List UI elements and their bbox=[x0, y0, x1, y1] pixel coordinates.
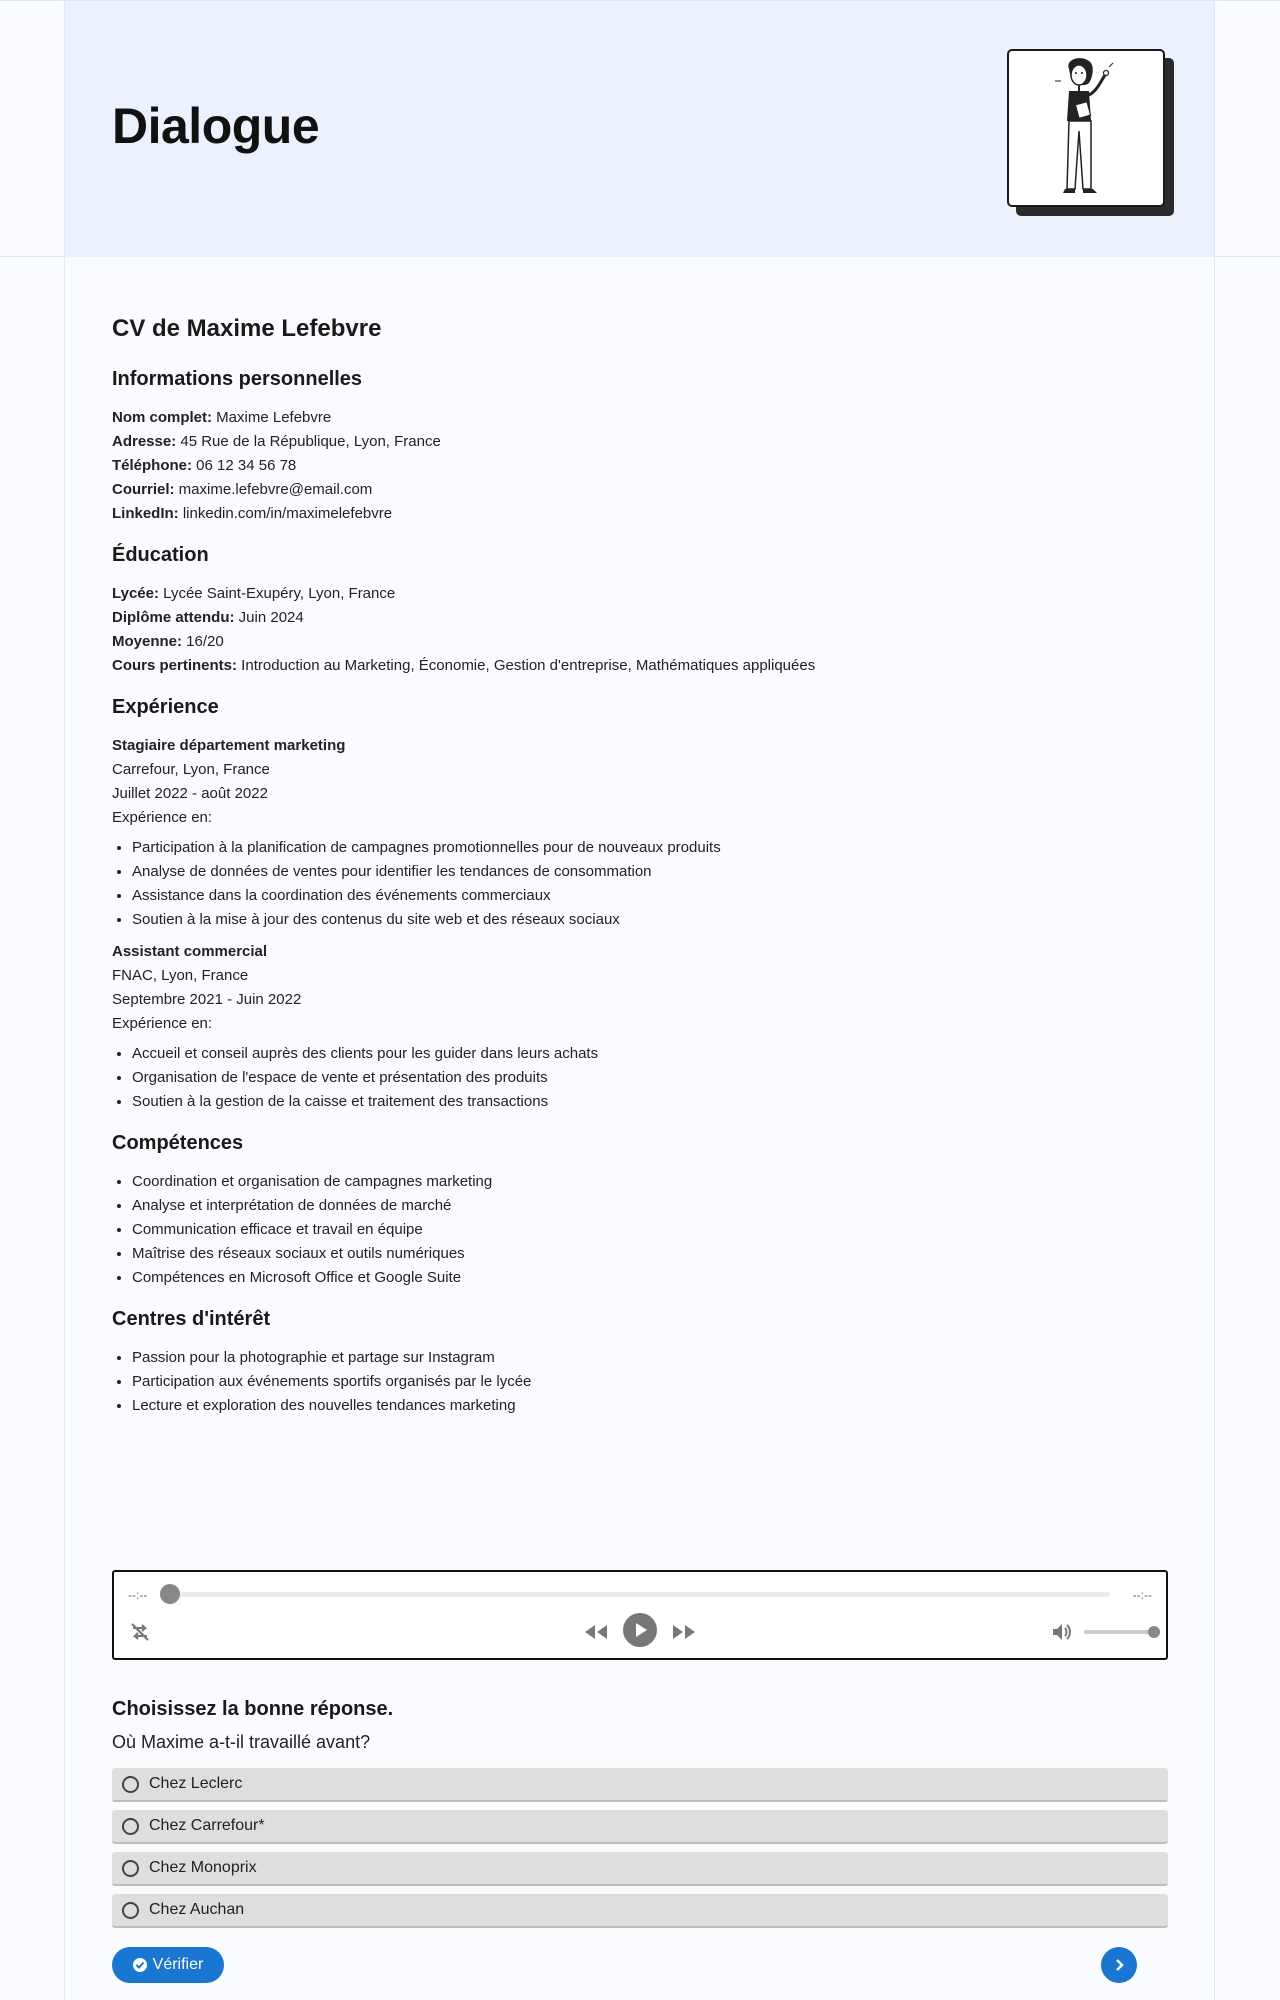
education-section bbox=[112, 542, 1168, 678]
answer-option[interactable] bbox=[112, 1852, 1168, 1886]
interests-section bbox=[112, 1306, 1168, 1418]
info-label: Lycée: bbox=[112, 585, 159, 602]
list-item: • Coordination et organisation de campagnes marketing bbox=[132, 1170, 1168, 1194]
info-value: 45 Rue de la République, Lyon, France bbox=[176, 433, 441, 450]
section-heading: Expérience bbox=[112, 696, 219, 718]
current-time: --:-- bbox=[128, 1588, 148, 1602]
list-item: • Participation aux événements sportifs organisés par le lycée bbox=[132, 1370, 1168, 1394]
job-intro: Expérience en: bbox=[112, 809, 213, 826]
list-item: • Compétences en Microsoft Office et Google Suite bbox=[132, 1266, 1168, 1290]
verify-button[interactable] bbox=[112, 1947, 224, 1983]
info-label: Moyenne: bbox=[112, 633, 183, 650]
card-face bbox=[1007, 49, 1165, 207]
chevron-right-icon bbox=[1111, 1957, 1127, 1973]
check-circle-icon bbox=[133, 1958, 147, 1972]
info-value: Introduction au Marketing, Économie, Gestion d'entreprise, Mathématiques appliquées bbox=[237, 657, 816, 674]
skills-list bbox=[112, 1170, 1168, 1290]
radio-icon[interactable] bbox=[122, 1860, 139, 1877]
info-line bbox=[112, 454, 1168, 478]
info-value: 16/20 bbox=[182, 633, 224, 650]
woman-illustration bbox=[1009, 51, 1163, 205]
info-label: Nom complet: bbox=[112, 409, 213, 426]
info-line bbox=[112, 478, 1168, 502]
answer-option[interactable] bbox=[112, 1768, 1168, 1802]
list-item: • Assistance dans la coordination des événements commerciaux bbox=[132, 884, 1168, 908]
info-line bbox=[112, 502, 1168, 526]
job-title: Assistant commercial bbox=[112, 943, 268, 960]
list-item: • Organisation de l'espace de vente et présentation des produits bbox=[132, 1066, 1168, 1090]
info-line bbox=[112, 582, 1168, 606]
volume-icon[interactable] bbox=[1050, 1620, 1074, 1644]
volume-handle[interactable] bbox=[1148, 1626, 1160, 1638]
option-label: Chez Carrefour* bbox=[149, 1817, 265, 1834]
section-heading: Compétences bbox=[112, 1132, 244, 1154]
audio-player bbox=[112, 1570, 1168, 1660]
verify-label: Vérifier bbox=[152, 1956, 204, 1973]
list-item: • Analyse de données de ventes pour identifier les tendances de consommation bbox=[132, 860, 1168, 884]
header-band bbox=[0, 0, 1280, 257]
job-company: FNAC, Lyon, France bbox=[112, 967, 249, 984]
fast-forward-icon[interactable] bbox=[670, 1620, 698, 1644]
info-value: Juin 2024 bbox=[234, 609, 304, 626]
play-icon[interactable] bbox=[622, 1612, 658, 1648]
info-label: Adresse: bbox=[112, 433, 177, 450]
total-time: --:-- bbox=[1132, 1588, 1152, 1602]
rewind-icon[interactable] bbox=[582, 1620, 610, 1644]
section-heading: Centres d'intérêt bbox=[112, 1308, 271, 1330]
job-duties-list bbox=[112, 836, 1168, 932]
list-item: • Maîtrise des réseaux sociaux et outils numériques bbox=[132, 1242, 1168, 1266]
repeat-off-icon[interactable] bbox=[128, 1620, 152, 1644]
experience-section bbox=[112, 694, 1168, 1114]
illustration-card bbox=[1007, 49, 1167, 209]
personal-info-section bbox=[112, 366, 1168, 526]
section-heading: Informations personnelles bbox=[112, 368, 363, 390]
info-line bbox=[112, 406, 1168, 430]
job-intro: Expérience en: bbox=[112, 1015, 213, 1032]
quiz bbox=[112, 1696, 1168, 1936]
list-item: • Soutien à la gestion de la caisse et traitement des transactions bbox=[132, 1090, 1168, 1114]
info-value: 06 12 34 56 78 bbox=[192, 457, 297, 474]
skills-section bbox=[112, 1130, 1168, 1290]
section-heading: Éducation bbox=[112, 544, 209, 566]
answer-option[interactable] bbox=[112, 1894, 1168, 1928]
list-item: • Soutien à la mise à jour des contenus du site web et des réseaux sociaux bbox=[132, 908, 1168, 932]
info-label: Téléphone: bbox=[112, 457, 193, 474]
info-value: Maxime Lefebvre bbox=[212, 409, 332, 426]
radio-icon[interactable] bbox=[122, 1818, 139, 1835]
info-line bbox=[112, 630, 1168, 654]
list-item: • Communication efficace et travail en équipe bbox=[132, 1218, 1168, 1242]
interests-list bbox=[112, 1346, 1168, 1418]
page-title: Dialogue bbox=[112, 98, 320, 154]
cv-content bbox=[112, 300, 1168, 1426]
info-value: maxime.lefebvre@email.com bbox=[174, 481, 373, 498]
info-line bbox=[112, 606, 1168, 630]
option-label: Chez Auchan bbox=[149, 1901, 245, 1918]
next-button[interactable] bbox=[1101, 1947, 1137, 1983]
radio-icon[interactable] bbox=[122, 1776, 139, 1793]
info-value: Lycée Saint-Exupéry, Lyon, France bbox=[158, 585, 396, 602]
quiz-question: Où Maxime a-t-il travaillé avant? bbox=[112, 1732, 371, 1752]
list-item: • Accueil et conseil auprès des clients pour les guider dans leurs achats bbox=[132, 1042, 1168, 1066]
job-company: Carrefour, Lyon, France bbox=[112, 761, 270, 778]
job-dates: Juillet 2022 - août 2022 bbox=[112, 785, 268, 802]
info-line bbox=[112, 654, 1168, 678]
job-duties-list bbox=[112, 1042, 1168, 1114]
info-label: LinkedIn: bbox=[112, 505, 179, 522]
job-dates: Septembre 2021 - Juin 2022 bbox=[112, 991, 302, 1008]
info-line bbox=[112, 430, 1168, 454]
quiz-title: Choisissez la bonne réponse. bbox=[112, 1698, 394, 1720]
list-item: • Participation à la planification de campagnes promotionnelles pour de nouveaux produits bbox=[132, 836, 1168, 860]
info-label: Cours pertinents: bbox=[112, 657, 238, 674]
list-item: • Lecture et exploration des nouvelles tendances marketing bbox=[132, 1394, 1168, 1418]
cv-title: CV de Maxime Lefebvre bbox=[112, 315, 382, 342]
job-title: Stagiaire département marketing bbox=[112, 737, 346, 754]
answer-option[interactable] bbox=[112, 1810, 1168, 1844]
info-value: linkedin.com/in/maximelefebvre bbox=[178, 505, 393, 522]
option-label: Chez Leclerc bbox=[149, 1775, 243, 1792]
info-label: Courriel: bbox=[112, 481, 175, 498]
option-label: Chez Monoprix bbox=[149, 1859, 257, 1876]
volume-slider[interactable] bbox=[1084, 1630, 1154, 1634]
seek-bar[interactable] bbox=[170, 1592, 1110, 1597]
list-item: • Analyse et interprétation de données de marché bbox=[132, 1194, 1168, 1218]
radio-icon[interactable] bbox=[122, 1902, 139, 1919]
list-item: • Passion pour la photographie et partage sur Instagram bbox=[132, 1346, 1168, 1370]
info-label: Diplôme attendu: bbox=[112, 609, 235, 626]
seek-handle[interactable] bbox=[160, 1584, 180, 1604]
